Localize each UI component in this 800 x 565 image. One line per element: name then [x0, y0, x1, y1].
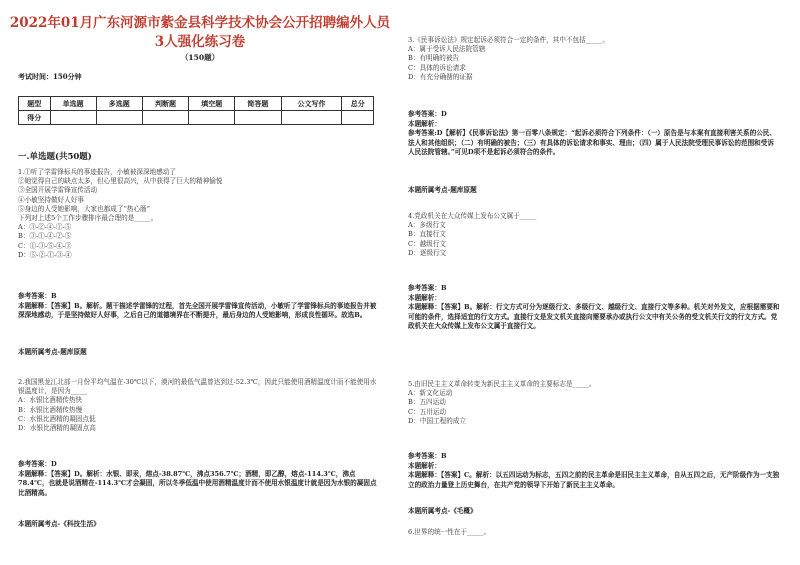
option-d: D：逐级行文 — [408, 248, 447, 257]
question-count: （150题） — [180, 53, 220, 62]
question-1-line: ⑤身边的人受她影响，大家也都成了“热心肠” — [18, 204, 151, 213]
option-c: C：五卅运动 — [408, 407, 447, 416]
question-2-line: 2.我国黑龙江北部一月份平均气温在-30℃以下，漠河的最低气温曾达到过-52.3℃，因此只能使用酒精温度计而不能使用水银温度计，是因为_____ — [18, 378, 377, 396]
topic-2: 本题所属考点-《科技生活》 — [18, 520, 100, 528]
option-a: A：多级行文 — [408, 221, 446, 230]
score-header-cell: 单选题 — [50, 97, 96, 111]
answer-label: 参考答案：B — [408, 452, 447, 460]
score-cell — [96, 111, 142, 125]
answer-label: 参考答案：B — [408, 284, 447, 292]
score-header-cell: 填空题 — [189, 97, 235, 111]
answer-label: 参考答案：B — [18, 292, 57, 300]
score-header-cell: 公文写作 — [281, 97, 342, 111]
option-c: C：具体的诉讼请求 — [408, 63, 466, 72]
option-c: C：①-③-⑤-④-③ — [18, 241, 72, 250]
option-d: D：⑤-②-①-③-④ — [18, 250, 72, 259]
score-cell — [142, 111, 188, 125]
score-header-cell: 总分 — [342, 97, 374, 111]
topic-5: 本题所属考点-《毛概》 — [408, 507, 477, 515]
answer-label: 参考答案：D — [408, 110, 447, 118]
topic-1: 本题所属考点-题库原题 — [18, 348, 87, 356]
score-cell — [50, 111, 96, 125]
answer-explanation: 本题解释：【答案】B。解析：行文方式可分为逐级行文、多级行文、越级行文、直接行文等多种。机关对外发文，应根据需要和可能的条件，选择适宜的行文方式。直接行文是发文机关直接向需要承办或执行公文中有关公务的受文机关行文的行文方式。党政机关在大众传媒上发布公文属于直接行文。 — [408, 303, 780, 331]
option-d: D：中国工程的成立 — [408, 416, 467, 425]
question-5 — [408, 380, 778, 426]
option-b: B：水银比酒精传热慢 — [18, 405, 83, 414]
answer-label: 参考答案：D — [18, 460, 57, 468]
score-cell — [281, 111, 342, 125]
score-cell — [189, 111, 235, 125]
question-1-line: 1.①听了学雷锋标兵的事迹报告，小敏被深深地感动了 — [18, 168, 176, 176]
score-header-cell: 多选题 — [96, 97, 142, 111]
question-4 — [408, 212, 778, 258]
score-table — [18, 96, 374, 125]
question-3-line: 3.《民事诉讼法》规定起诉必须符合一定的条件，其中不包括_____。 — [408, 36, 609, 44]
question-6-line: 6.世界的统一性在于_____。 — [408, 528, 491, 536]
option-a: A：属于受诉人民法院管辖 — [408, 45, 486, 54]
answer-1 — [18, 292, 380, 321]
answer-explanation: 本题解释：【答案】B。解析。题干描述学雷锋的过程，首先全国开展学雷锋宣传活动，小敏听了学雷锋标兵的事迹报告并被深深地感动，于是坚持做好人好事，之后自己的道德境界在不断提升，最后身边的人受她影响，形成良性循环。故选B。 — [18, 301, 377, 320]
answer-4 — [408, 284, 780, 332]
question-1-line: ③全国开展学雷锋宣传活动 — [18, 186, 98, 195]
option-a: A：水银比酒精传热快 — [18, 396, 83, 405]
question-3 — [408, 36, 778, 82]
score-cell — [235, 111, 281, 125]
option-d: D：有充分确凿的证据 — [408, 72, 473, 81]
question-1-line: 下列对上述5个工作步骤排序最合理的是_____。 — [18, 214, 158, 223]
answer-3 — [408, 110, 780, 158]
answer-explanation: 本题解释：【答案】D。解析：水银、即汞，熔点-38.87℃，沸点356.7℃；酒精，即乙醇，熔点-114.3℃，沸点78.4℃，也就是说酒精在-114.3℃才会凝固，所以冬季低温中使用酒精温度计而不使用水银温度计就是因为水银的凝固点比酒精高。 — [18, 469, 377, 497]
option-b: B：有明确的被告 — [408, 54, 460, 63]
score-header-cell: 题型 — [19, 97, 51, 111]
score-header-cell: 简答题 — [235, 97, 281, 111]
question-6 — [408, 528, 778, 537]
exam-time: 考试时间：150分钟 — [18, 72, 82, 81]
score-table-score-row — [19, 111, 374, 125]
option-a: A：新文化运动 — [408, 389, 453, 398]
score-cell — [342, 111, 374, 125]
option-b: B：五四运动 — [408, 398, 446, 407]
option-b: B：③-①-④-②-⑤ — [18, 232, 72, 241]
analysis-label: 本题解析： — [408, 461, 441, 470]
question-5-line: 5.由旧民主主义革命转变为新民主主义革命的主要标志是_____。 — [408, 380, 596, 388]
answer-explanation: 参考答案:D【解析】《民事诉讼法》第一百零八条规定：“起诉必须符合下列条件：（一）原告是与本案有直接利害关系的公民、法人和其他组织；（二）有明确的被告；（三）有具体的诉讼请求和事实、理由；（四）属于人民法院受理民事诉讼的范围和受诉人民法院管辖。”可见D项不是起诉必须符合的条件。 — [408, 129, 776, 157]
question-1-line: ④小敏坚持做好人好事 — [18, 195, 84, 204]
score-header-cell: 判断题 — [142, 97, 188, 111]
page-title: 2022年01月广东河源市紫金县科学技术协会公开招聘编外人员3人强化练习卷 — [9, 15, 391, 50]
option-b: B：直接行文 — [408, 230, 446, 239]
analysis-label: 本题解析： — [408, 119, 441, 128]
option-c: C：水银比酒精的凝固点低 — [18, 414, 96, 423]
analysis-label: 本题解析： — [408, 293, 441, 302]
option-d: D：水银比酒精的凝固点高 — [18, 424, 96, 433]
answer-explanation: 本题解释：【答案】C。解析：以五四运动为标志，五四之前的民主革命是旧民主主义革命，自从五四之后，无产阶级作为一支独立的政治力量登上历史舞台，在共产党的领导下开始了新民主主义革命。 — [408, 471, 780, 489]
question-2 — [18, 378, 380, 433]
topic-3: 本题所属考点-题库原题 — [408, 186, 477, 194]
section-title: 一.单选题(共50题) — [18, 152, 92, 162]
question-1-line: ②她觉得自己的缺点太多，但心里很高兴，从中获得了巨大的精神愉悦 — [18, 177, 223, 186]
option-a: A：③-②-④-①-⑤ — [18, 223, 72, 232]
score-table-header-row — [19, 97, 374, 111]
question-4-line: 4.党政机关在大众传媒上发布公文属于_____ — [408, 212, 537, 220]
option-c: C：越级行文 — [408, 239, 447, 248]
answer-5 — [408, 452, 780, 490]
question-1 — [18, 168, 378, 260]
score-row-label: 得分 — [19, 111, 51, 125]
answer-2 — [18, 460, 380, 498]
